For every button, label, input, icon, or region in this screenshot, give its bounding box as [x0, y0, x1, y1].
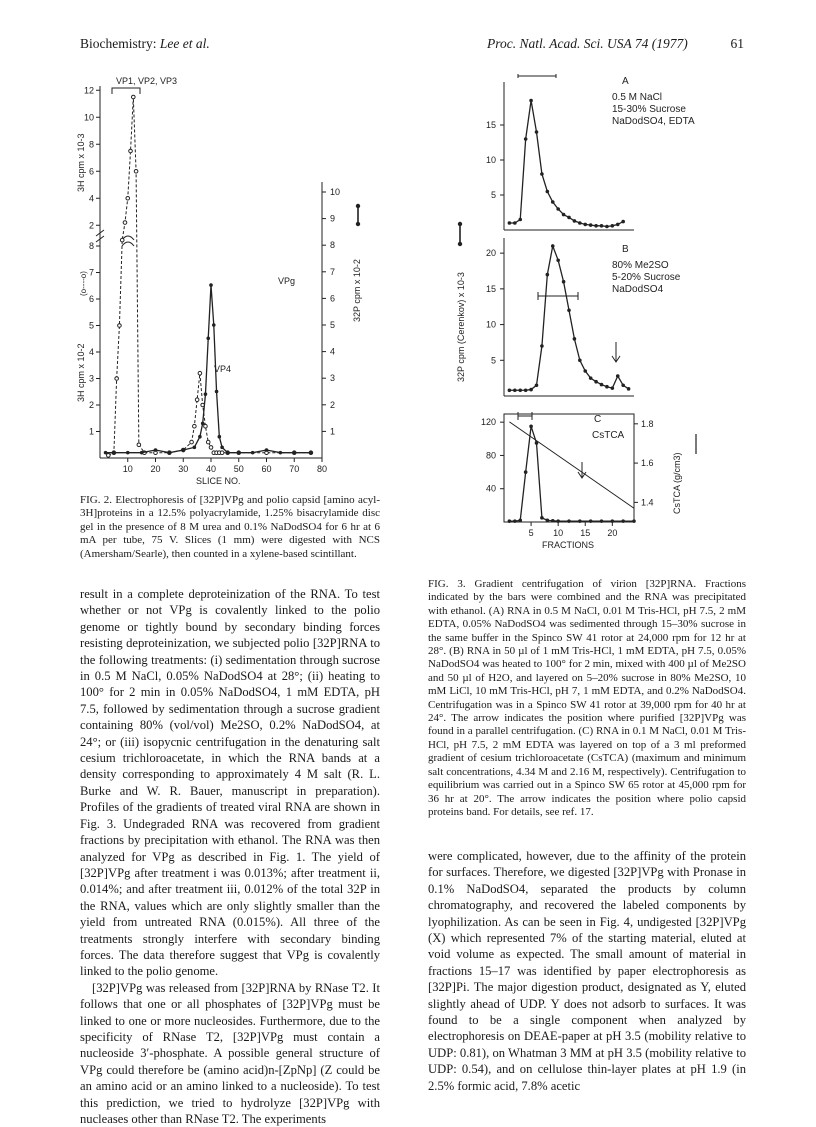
fig3b-point: [616, 374, 620, 378]
fig3b-point: [556, 258, 560, 262]
fig3c-tick-label: 120: [480, 417, 496, 428]
fig2-label-vpg: VPg: [278, 276, 296, 286]
fig2-right-tick-label: 5: [330, 320, 336, 330]
fig3a-point: [611, 224, 615, 228]
fig3c-point: [513, 519, 517, 523]
fig3a-point: [524, 137, 528, 141]
fig3b-point: [508, 388, 512, 392]
fig3a-cond-1: 0.5 M NaCl: [612, 92, 663, 103]
fig2-32p-point: [218, 435, 222, 439]
fig3b-point: [578, 358, 582, 362]
fig2-3h-point: [107, 454, 111, 458]
fig3b-point: [524, 388, 528, 392]
fig3b-ticks: [486, 248, 504, 365]
fig3c-point: [551, 519, 555, 523]
fig2-x-tick-label: 80: [316, 464, 328, 474]
fig3-x-ticks: [529, 522, 618, 538]
fig2-32p-point: [168, 451, 172, 455]
fig3b-point: [518, 388, 522, 392]
fig2-3h-point: [132, 95, 136, 99]
fig3-x-tick-label: 5: [528, 528, 534, 538]
fig3a-tick-label: 10: [485, 155, 496, 165]
fig3c-bar: [518, 412, 532, 420]
fig2-32p-point: [181, 448, 185, 452]
journal-citation: Proc. Natl. Acad. Sci. USA 74 (1977): [487, 36, 688, 51]
fig3c-point: [524, 470, 528, 474]
fig3b-point: [594, 380, 598, 384]
fig2-left-lower-tick-label: 2: [88, 400, 94, 410]
fig3a-cond-2: 15-30% Sucrose: [612, 104, 686, 115]
fig2-right-ticks: [322, 187, 340, 436]
fig2-3h-point: [190, 440, 194, 444]
fig3a-point: [616, 223, 620, 227]
fig2-32p-point: [112, 451, 116, 455]
fig3c-point: [540, 516, 544, 520]
fig3a-point: [513, 221, 517, 225]
fig3b-arrow: [612, 342, 620, 362]
fig3b-cond-2: 5-20% Sucrose: [612, 272, 681, 283]
fig2-left-lower-tick-label: 5: [88, 320, 94, 331]
fig3b-point: [589, 376, 593, 380]
fig3c-point: [578, 519, 582, 523]
fig2-left-lower-tick-label: 4: [88, 347, 94, 357]
body-left-paragraph-1: result in a complete deproteinization of the RNA. To test whether or not VPg is covalently linked to the polio genome or tightly bound by secondary binding forces resisting deproteinization, we subjected polio [32P]RNA to the following treatments: (i) sedimentation through sucrose in 0.5 M NaCl, 0.05% NaDodSO4 at 28°; (ii) heating to 100° for 2 min in 0.05% NaDodSO4, 1 mM EDTA, pH 7.5, followed by sedimentation through a sucrose gradient containing 80% (vol/vol) Me2SO, 0.2% NaDodSO4, at 24°; or (iii) isopycnic centrifugation in the denaturing salt cesium trichloroacetate, in which the RNA bands at a density corresponding to approximately 4 M salt (R. L. Burke and W. R. Bauer, manuscript in preparation). Profiles of the gradients of treated viral RNA are shown in Fig. 3. Undegraded RNA was recovered from gradient fractions by precipitation with ethanol. The RNA was then analyzed for VPg as described in Fig. 1. The yield of [32P]VPg after treatment i was 0.013%; after treatment ii, 0.014%; and after treatment iii, 0.012% of the total 32P in the RNA, values which are only slightly smaller than the yield from untreated RNA (0.015%). All three of the treatments strongly interfere with secondary binding forces. The data therefore suggest that VPg is covalently linked to the polio genome.: [80, 587, 380, 979]
figure-3-caption: FIG. 3. Gradient centrifugation of virion [32P]RNA. Fractions indicated by the bars were combined and the RNA was precipitated with ethanol. (A) RNA in 0.5 M NaCl, 0.01 M Tris-HCl, pH 7.5, 2 mM EDTA, 0.05% NaDodSO4 was sedimented through 15–30% sucrose in the same buffer in the Spinco SW 41 rotor at 24,000 rpm for 12 hr at 28°. (B) RNA in 50 µl of 1 mM Tris-HCl, 1 mM EDTA, pH 7.5, 0.05% NaDodSO4 was heated to 100° for 2 min, mixed with 400 µl of Me2SO and 50 µl of H2O, and layered on 5–20% sucrose in 80% Me2SO, 10 mM LiCl, 10 mM Tris-HCl, pH 7, 1 mM EDTA, and 0.2% NaDodSO4. Centrifugation was in a Spinco SW 41 rotor at 39,000 rpm for 40 hr at 24°. The arrow indicates the position where purified [32P]VPg was found in a parallel centrifugation. (C) RNA in 0.1 M NaCl, 0.01 M Tris-HCl, pH 7.5, 2 mM EDTA was layered on top of a 3 ml preformed gradient of cesium trichloroacetate (CsTCA) (maximum and minimum salt concentrations, 4.34 M and 2.16 M, respectively). Centrifugation to equilibrium was carried out in a Spinco SW 65 rotor at 45,000 rpm for 36 hr at 20°. The arrow indicates the position where polio capsid proteins band. For details, see ref. 17.: [428, 578, 746, 818]
fig2-x-tick-label: 40: [205, 464, 217, 474]
fig3c-point: [518, 519, 522, 523]
fig2-32p-point: [204, 392, 208, 396]
fig2-vp123-bracket: [112, 88, 140, 94]
fig3c-right-label: CsTCA (g/cm3): [672, 452, 682, 514]
body-left-column: [80, 586, 380, 1127]
fig2-x-tick-label: 20: [150, 464, 161, 474]
fig3a-line: [509, 101, 623, 227]
fig3b-tick-label: 15: [485, 283, 496, 294]
fig3c-tick-label: 80: [485, 450, 496, 461]
fig2-32p-point: [212, 323, 216, 327]
fig2-3h-point: [123, 221, 127, 225]
fig2-32p-point: [140, 451, 144, 455]
fig2-right-tick-label: 8: [330, 240, 336, 251]
fig2-3h-point: [193, 424, 197, 428]
fig3c-right-tick-label: 1.6: [641, 458, 654, 469]
fig3a-point: [529, 99, 533, 103]
fig2-right-legend-dot: [356, 222, 360, 226]
fig3c-right-tick-label: 1.4: [641, 497, 654, 508]
fig3b-letter: B: [622, 244, 629, 255]
fig2-x-tick-label: 70: [289, 464, 300, 474]
fig3a-point: [621, 220, 625, 224]
fig3a-point: [578, 221, 582, 225]
fig2-right-tick-label: 6: [330, 293, 336, 304]
fig3b-point: [567, 308, 571, 312]
fig2-x-label: SLICE NO.: [196, 476, 241, 486]
fig2-series-32p: [104, 283, 313, 454]
fig2-left-ylabel-lower: 3H cpm x 10-2: [76, 343, 86, 402]
fig3a-point: [583, 223, 587, 227]
fig2-32p-point: [237, 451, 241, 455]
fig3b-point: [573, 337, 577, 341]
figure-3-chart: [434, 62, 734, 566]
fig3a-point: [518, 218, 522, 222]
fig2-32p-point: [292, 451, 296, 455]
fig3b-point: [540, 344, 544, 348]
fig2-32p-point: [209, 283, 213, 287]
fig3b-point: [627, 387, 631, 391]
fig3a-bar: [518, 74, 556, 78]
figure-2-caption: FIG. 2. Electrophoresis of [32P]VPg and polio capsid [amino acyl-3H]proteins in a 12.5% polyacrylamide, 1.25% bisacrylamide disc gel in the presence of 8 M urea and 0.1% NaDodSO4 for 6 hr at 6 mA per tube, 75 V. Slices (1 mm) were digested with NCS (Amersham/Searle), then counted in a xylene-based scintillant.: [80, 494, 380, 560]
authors: Lee et al.: [159, 36, 210, 51]
fig2-32p-line: [106, 285, 311, 453]
fig2-right-tick-label: 3: [330, 373, 336, 384]
fig3-panel-b: [486, 238, 681, 396]
fig3b-cond-3: NaDodSO4: [612, 284, 664, 295]
fig3b-point: [562, 280, 566, 284]
fig3c-point: [508, 519, 512, 523]
fig3b-cond-1: 80% Me2SO: [612, 260, 669, 271]
fig2-x-tick-label: 10: [122, 464, 133, 474]
fig2-3h-point: [120, 238, 124, 242]
fig3a-cond-3: NaDodSO4, EDTA: [612, 116, 695, 127]
fig2-label-vp123: VP1, VP2, VP3: [116, 76, 178, 86]
fig2-left-upper-tick-label: 4: [88, 193, 94, 204]
fig2-32p-point: [265, 448, 269, 452]
fig2-label-vp4: VP4: [214, 364, 232, 374]
fig2-3h-point: [137, 443, 141, 447]
fig3a-point: [567, 216, 571, 220]
body-right-column: [428, 848, 746, 1094]
fig2-left-upper-ticks: [84, 85, 100, 230]
fig3-ylabel-legend-dot: [458, 242, 462, 246]
fig2-left-lower-tick-label: 8: [88, 241, 94, 251]
fig3c-point: [529, 425, 533, 429]
fig2-x-tick-label: 50: [233, 464, 244, 474]
fig3c-point: [600, 519, 604, 523]
fig2-32p-point: [126, 451, 130, 455]
fig3b-tick-label: 20: [485, 248, 496, 259]
fig3b-point: [535, 383, 539, 387]
fig2-3h-point: [134, 169, 138, 173]
fig2-32p-point: [193, 446, 197, 450]
fig2-left-lower-tick-label: 7: [88, 267, 94, 278]
fig3c-point: [546, 519, 550, 523]
fig3b-point: [529, 388, 533, 392]
fig3b-tick-label: 5: [490, 355, 496, 366]
fig3b-point: [583, 369, 587, 373]
fig2-left-lower-tick-label: 3: [88, 373, 94, 384]
body-right-paragraph-1: were complicated, however, due to the affinity of the protein for surfaces. Therefore, we digested [32P]VPg with Pronase in 0.1% NaDodSO4, separated the products by column chromatography, and recovered the labeled components by lyophilization. As can be seen in Fig. 4, undigested [32P]VPg (X) which represented 7% of the starting material, eluted at void volume as expected. The small amount of material in fractions 15–17 was identified by paper electrophoresis as [32P]Pi. The major digestion product, designated as Y, eluted slightly ahead of UDP. Y does not adsorb to surfaces. It was found to be a single component when analyzed by electrophoresis on DEAE-paper at pH 3.5 (mobility relative to UDP: 0.81), on Whatman 3 MM at pH 3.5 (mobility relative to UDP: 0.54), and on cellulose thin-layer plates at pH 1.9 (in 2.5% formic acid, 7.8% acetic: [428, 849, 746, 1093]
fig2-32p-point: [215, 390, 219, 394]
running-header-right: [487, 36, 744, 52]
fig2-right-tick-label: 4: [330, 346, 336, 357]
fig3-x-tick-label: 20: [607, 528, 618, 538]
fig2-3h-point: [209, 446, 213, 450]
fig3a-point: [573, 219, 577, 223]
fig2-32p-point: [206, 337, 210, 341]
fig3a-point: [540, 172, 544, 176]
fig2-right-tick-label: 1: [330, 426, 336, 437]
fig3b-point: [546, 273, 550, 277]
fig3-panel-c: [481, 412, 696, 523]
fig3a-point: [562, 213, 566, 217]
fig2-32p-point: [220, 446, 224, 450]
fig2-x-tick-label: 30: [178, 464, 189, 474]
fig2-3h-point: [195, 398, 199, 402]
fig3a-point: [508, 221, 512, 225]
fig3-x-tick-label: 15: [580, 528, 591, 538]
fig2-32p-point: [198, 435, 202, 439]
fig2-right-legend-dot: [356, 204, 360, 208]
fig2-right-tick-label: 9: [330, 213, 336, 224]
fig2-left-lower-tick-label: 6: [88, 294, 94, 304]
fig2-right-tick-label: 2: [330, 399, 336, 410]
body-left-paragraph-2: [32P]VPg was released from [32P]RNA by RNase T2. It follows that one or all phosphates of [32P]VPg must be linked to one or more nucleosides. Furthermore, due to the specificity of RNase T2, [32P]VPg must contain a nucleoside 3′-phosphate. A possible general structure of VPg could therefore be (amino acid)n-[ZpNp] (Z could be an amino acid or an amino linked to a nucleoside). To test this prediction, we tried to hydrolyze [32P]VPg with nucleases other than RNase T2. The experiments: [80, 980, 380, 1126]
fig2-3h-point: [204, 424, 208, 428]
fig3b-bar: [538, 292, 578, 300]
fig3a-point: [594, 224, 598, 228]
fig3-xlabel: FRACTIONS: [542, 540, 595, 550]
fig3c-point: [567, 519, 571, 523]
fig2-left-upper-tick-label: 6: [88, 166, 94, 177]
fig3b-point: [600, 383, 604, 387]
fig2-x-ticks: [123, 458, 327, 474]
fig3c-tick-label: 40: [485, 483, 496, 494]
fig2-3h-point: [115, 377, 119, 381]
fig3c-cond-1: CsTCA: [592, 430, 625, 441]
fig3a-tick-label: 5: [490, 190, 496, 200]
fig2-left-upper-tick-label: 2: [88, 220, 94, 231]
fig2-3h-point: [126, 196, 130, 200]
fig3a-point: [535, 130, 539, 134]
fig2-left-ylabel-upper: 3H cpm x 10-3: [76, 133, 86, 192]
fig2-32p-point: [309, 451, 313, 455]
fig3a-point: [551, 200, 555, 204]
fig3a-point: [589, 223, 593, 227]
fig3c-point: [632, 519, 636, 523]
fig2-left-upper-tick-label: 8: [88, 139, 94, 150]
figure-2-chart: [76, 72, 376, 492]
fig2-right-ylabel: 32P cpm x 10-2: [352, 259, 362, 322]
fig2-left-lower-tick-label: 1: [88, 426, 94, 437]
fig3c-right-tick-label: 1.8: [641, 418, 654, 429]
fig3a-tick-label: 15: [485, 120, 496, 130]
fig3b-point: [513, 388, 517, 392]
fig3a-point: [605, 225, 609, 229]
page-number: 61: [730, 36, 744, 51]
fig2-3h-point: [198, 371, 202, 375]
journal-section: Biochemistry:: [80, 36, 157, 51]
fig3b-tick-label: 10: [485, 319, 496, 330]
fig2-right-tick-label: 10: [330, 187, 341, 197]
fig2-32p-point: [279, 451, 283, 455]
fig2-left-upper-tick-label: 10: [83, 112, 94, 123]
fig3a-series: [508, 99, 625, 229]
fig3a-point: [546, 190, 550, 194]
fig3a-point: [556, 207, 560, 211]
fig2-3h-point: [129, 149, 133, 153]
fig2-x-tick-label: 60: [261, 464, 272, 474]
fig3-x-tick-label: 10: [553, 528, 564, 538]
running-header-left: [80, 36, 210, 52]
fig2-3h-point: [220, 451, 224, 455]
fig3b-line: [509, 246, 628, 390]
fig2-left-symbol: (o----o): [79, 271, 88, 296]
fig3c-letter: C: [594, 414, 602, 425]
fig2-right-tick-label: 7: [330, 266, 336, 277]
fig2-3h-point: [118, 324, 122, 328]
fig2-32p-point: [226, 451, 230, 455]
fig3a-letter: A: [622, 76, 629, 87]
fig2-left-lower-ticks: [89, 241, 100, 437]
fig3b-point: [551, 244, 555, 248]
fig3-ylabel: 32P cpm (Cerenkov) x 10-3: [456, 272, 466, 382]
fig2-32p-point: [154, 448, 158, 452]
fig3b-point: [611, 386, 615, 390]
fig3a-ticks: [486, 120, 504, 200]
fig3-ylabel-legend-dot: [458, 222, 462, 226]
fig3-panel-a: [486, 74, 695, 230]
fig3a-point: [600, 224, 604, 228]
fig2-32p-point: [201, 422, 205, 426]
fig2-32p-point: [104, 451, 108, 455]
fig3b-point: [621, 383, 625, 387]
fig3c-point: [589, 519, 593, 523]
fig2-left-upper-tick-label: 12: [83, 85, 94, 96]
fig3b-point: [605, 385, 609, 389]
fig2-32p-point: [251, 451, 255, 455]
fig3c-point: [621, 519, 625, 523]
fig2-3h-point: [206, 440, 210, 444]
